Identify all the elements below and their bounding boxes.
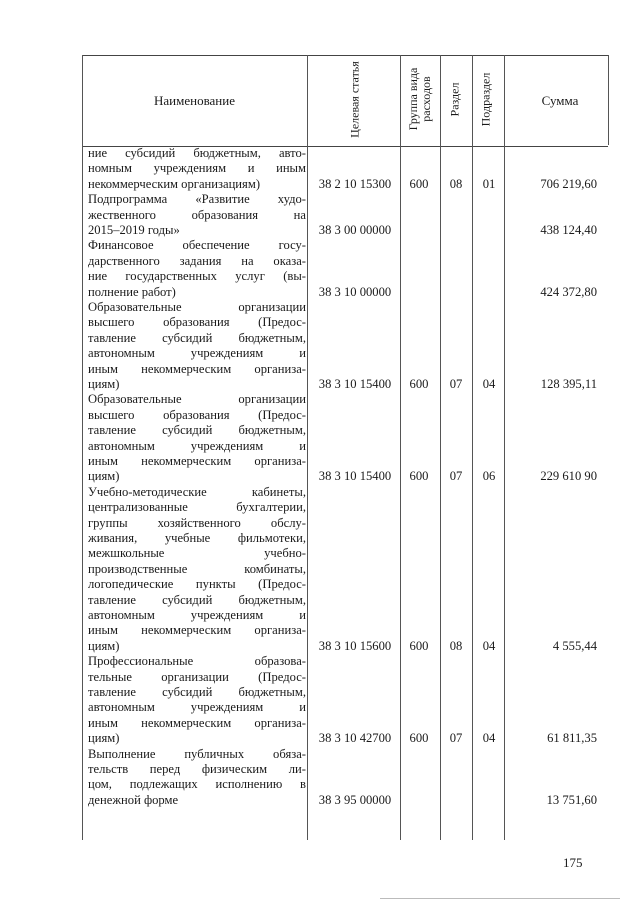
row-name-line: Образовательные организации (88, 300, 306, 314)
row-name-line: Образовательные организации (88, 392, 306, 407)
row-name (88, 146, 306, 192)
row-code: 38 2 10 15300 (318, 176, 392, 191)
row-name-line: высшего образования (Предос- (88, 315, 306, 330)
row-section: 08 (449, 176, 463, 191)
page-number: 175 (563, 855, 583, 870)
row-name-line: Подпрограмма «Развитие худо- (88, 192, 306, 207)
row-name-line: иным некоммерческим организа- (88, 361, 306, 376)
row-name-line: иным некоммерческим организа- (88, 453, 306, 468)
row-name-line: иным некоммерческим организа- (88, 715, 306, 730)
row-name-line: живания, учебные фильмотеки, (88, 530, 306, 545)
row-name-line: цом, подлежащих исполнению в (88, 777, 306, 792)
row-name-line: ние субсидий бюджетным, авто- (88, 146, 306, 160)
row-name-line: денежной форме (88, 792, 179, 807)
row-subsection: 01 (482, 176, 496, 191)
row-name-line: Учебно-методические кабинеты, (88, 484, 306, 499)
row-sum: 229 610 90 (540, 469, 597, 484)
row-name-line: тельные организации (Предос- (88, 669, 306, 684)
row-name-line: тельств перед физическим ли- (88, 761, 306, 776)
row-code: 38 3 95 00000 (318, 792, 392, 807)
col-line-5 (504, 55, 505, 840)
col-line-2 (400, 55, 401, 840)
row-sum: 4 555,44 (552, 638, 597, 653)
row-code: 38 3 10 15400 (318, 469, 392, 484)
row-section: 07 (449, 731, 463, 746)
row-sum: 424 372,80 (540, 284, 597, 299)
header-group: Группа вида расходов (406, 67, 433, 131)
row-name-line: высшего образования (Предос- (88, 407, 306, 422)
row-sum: 706 219,60 (540, 176, 597, 191)
col-line-0 (82, 55, 83, 840)
row-group: 600 (409, 638, 429, 653)
row-code: 38 3 00 00000 (318, 223, 392, 237)
row-group: 600 (409, 176, 429, 191)
row-code: 38 3 10 00000 (318, 284, 392, 299)
row-name (88, 485, 306, 654)
row-name-line: автономным учреждениям и (88, 700, 306, 715)
row-name-line: жественного образования на (88, 207, 306, 222)
row-name (88, 192, 306, 238)
row-name-line: логопедические пункты (Предос- (88, 577, 306, 592)
header-subsection: Подраздел (478, 72, 493, 127)
row-name-line: Финансовое обеспечение госу- (88, 238, 306, 253)
row-name-line: тавление субсидий бюджетным, (88, 423, 306, 438)
row-name-line: номным учреждениям и иным (88, 161, 306, 176)
row-code: 38 3 10 42700 (318, 731, 392, 746)
row-name-line: автономным учреждениям и (88, 346, 306, 361)
row-name-line: производственные комбинаты, (88, 561, 306, 576)
header-code: Целевая статья (347, 61, 362, 138)
col-line-3 (440, 55, 441, 840)
row-name (88, 300, 306, 392)
row-section: 07 (449, 469, 463, 484)
row-section: 08 (449, 638, 463, 653)
row-name-line: циям) (88, 731, 120, 746)
col-line-4 (472, 55, 473, 840)
row-code: 38 3 10 15600 (318, 638, 392, 653)
row-group: 600 (409, 377, 429, 391)
row-name (88, 654, 306, 746)
footer-rule (380, 898, 620, 899)
header-name: Наименование (154, 93, 235, 108)
col-line-1 (307, 55, 308, 840)
row-sum: 128 395,11 (540, 377, 597, 391)
row-name-line: межшкольные учебно- (88, 546, 306, 561)
row-name (88, 238, 306, 300)
row-name-line: централизованные бухгалтерии, (88, 500, 306, 515)
row-name-line: тавление субсидий бюджетным, (88, 330, 306, 345)
row-name-line: 2015–2019 годы» (88, 222, 180, 237)
row-section: 07 (449, 377, 463, 391)
row-group: 600 (409, 731, 429, 746)
row-sum: 438 124,40 (540, 223, 597, 237)
row-name-line: автономным учреждениям и (88, 607, 306, 622)
row-group: 600 (409, 469, 429, 484)
row-name-line: тавление субсидий бюджетным, (88, 684, 306, 699)
row-sum: 13 751,60 (546, 792, 597, 807)
row-name-line: полнение работ) (88, 284, 176, 299)
header-sum: Сумма (541, 93, 579, 108)
row-sum: 61 811,35 (547, 731, 597, 746)
col-line-6 (608, 55, 609, 145)
row-name-line: Профессиональные образова- (88, 654, 306, 669)
row-name-line: тавление субсидий бюджетным, (88, 592, 306, 607)
row-subsection: 04 (482, 377, 496, 391)
row-name-line: циям) (88, 638, 120, 653)
row-name-line: дарственного задания на оказа- (88, 253, 306, 268)
row-name-line: ние государственных услуг (вы- (88, 269, 306, 284)
row-name-line: некоммерческим организациям) (88, 176, 261, 191)
row-name-line: иным некоммерческим организа- (88, 623, 306, 638)
row-subsection: 06 (482, 469, 496, 484)
row-subsection: 04 (482, 731, 496, 746)
row-name-line: циям) (88, 376, 120, 391)
row-subsection: 04 (482, 638, 496, 653)
row-code: 38 3 10 15400 (318, 377, 392, 391)
row-name-line: Выполнение публичных обяза- (88, 746, 306, 761)
row-name (88, 747, 306, 809)
row-name (88, 392, 306, 484)
row-name-line: циям) (88, 469, 120, 484)
row-name-line: группы хозяйственного обслу- (88, 515, 306, 530)
header-section: Раздел (447, 82, 462, 117)
row-name-line: автономным учреждениям и (88, 438, 306, 453)
